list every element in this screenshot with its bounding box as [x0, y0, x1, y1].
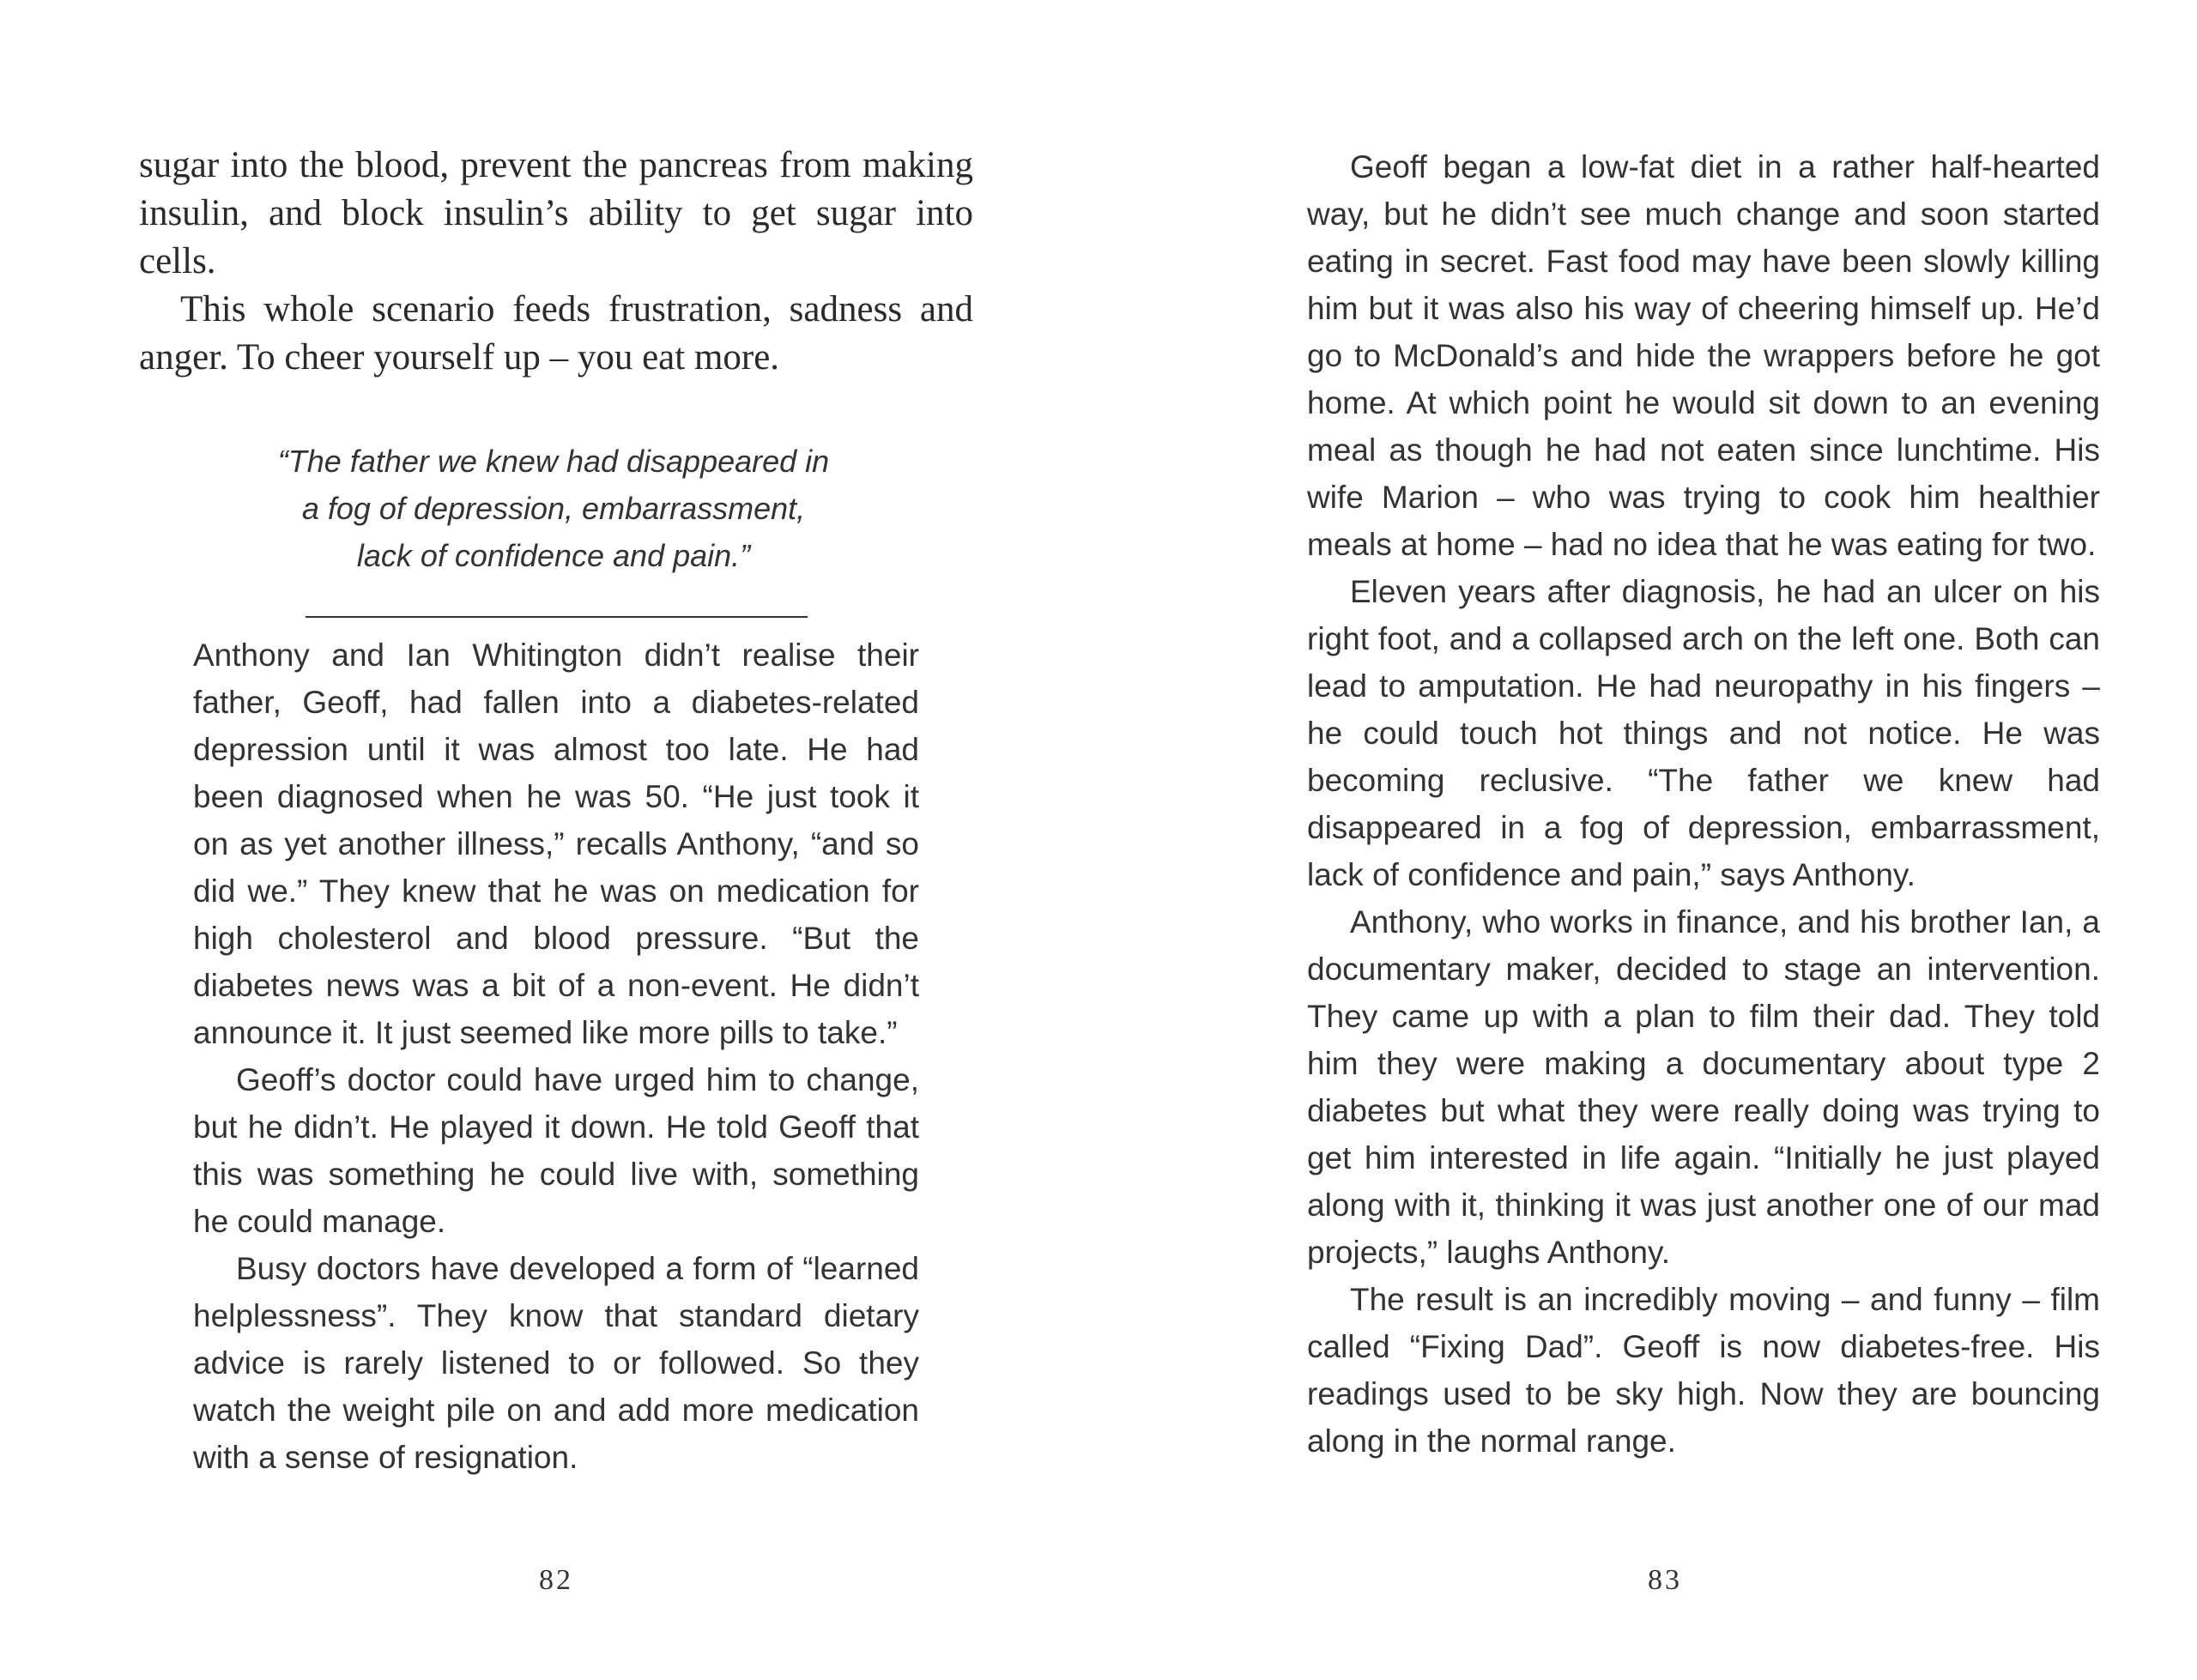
body-paragraph: Anthony and Ian Whitington didn’t realise their father, Geoff, had fallen into a diabetes-related depression until it was almost too late. He had been diagnosed when he was 50. “He just took it on as yet another illness,” recalls Anthony, “and so did we.” They knew that he was on medication for high cholesterol and blood pressure. “But the diabetes news was a bit of a non-event. He didn’t announce it. It just seemed like more pills to take.” — [193, 638, 919, 1050]
page-number: 83 — [1648, 1564, 1682, 1596]
body-paragraph: Anthony, who works in finance, and his brother Ian, a documentary maker, decided to stage an intervention. They came up with a plan to film their dad. They told him they were making a documentary about type 2 diabetes but what they were really doing was trying to get him interested in life again. “Initially he just played along with it, thinking it was just another one of our mad projects,” laughs Anthony. — [1307, 904, 2100, 1270]
pull-quote-divider — [306, 616, 808, 618]
right-page — [1098, 0, 2197, 1680]
left-body-text — [193, 632, 919, 1481]
pull-quote-line: a fog of depression, embarrassment, — [301, 491, 806, 526]
body-paragraph: Busy doctors have developed a form of “learned helplessness”. They know that standard dietary advice is rarely listened to or followed. So they watch the weight pile on and add more medication with a sense of resignation. — [193, 1251, 919, 1475]
body-paragraph: Geoff’s doctor could have urged him to change, but he didn’t. He played it down. He told Geoff that this was something he could live with, something he could manage. — [193, 1062, 919, 1239]
left-page — [0, 0, 1098, 1680]
right-body-text — [1307, 143, 2100, 1465]
serif-paragraph: This whole scenario feeds frustration, sadness and anger. To cheer yourself up – you eat more. — [139, 289, 973, 378]
serif-text-block — [139, 142, 973, 382]
pull-quote-line: lack of confidence and pain.” — [356, 538, 751, 573]
pull-quote — [215, 438, 893, 579]
pull-quote-line: “The father we knew had disappeared in — [277, 444, 830, 479]
body-paragraph: Geoff began a low-fat diet in a rather half-hearted way, but he didn’t see much change and soon started eating in secret. Fast food may have been slowly killing him but it was also his way of cheering himself up. He’d go to McDonald’s and hide the wrappers before he got home. At which point he would sit down to an evening meal as though he had not eaten since lunchtime. His wife Marion – who was trying to cook him healthier meals at home – had no idea that he was eating for two. — [1307, 149, 2100, 562]
body-paragraph: The result is an incredibly moving – and funny – film called “Fixing Dad”. Geoff is now diabetes-free. His readings used to be sky high. Now they are bouncing along in the normal range. — [1307, 1282, 2100, 1459]
body-paragraph: Eleven years after diagnosis, he had an ulcer on his right foot, and a collapsed arch on the left one. Both can lead to amputation. He had neuropathy in his fingers – he could touch hot things and not notice. He was becoming reclusive. “The father we knew had disappeared in a fog of depression, embarrassment, lack of confidence and pain,” says Anthony. — [1307, 574, 2100, 892]
page-number: 82 — [539, 1564, 573, 1596]
serif-paragraph: sugar into the blood, prevent the pancreas from making insulin, and block insulin’s ability to get sugar into cells. — [139, 145, 973, 281]
